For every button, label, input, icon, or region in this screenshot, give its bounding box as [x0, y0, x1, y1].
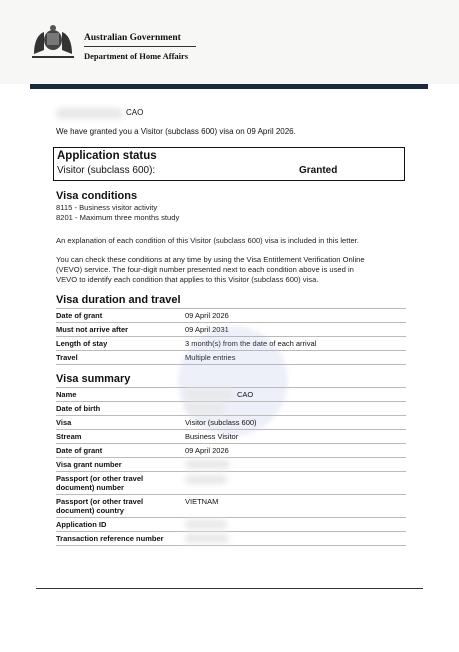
table-row — [56, 402, 406, 416]
vevo-text: (VEVO) service. The four-digit number presented next to each condition above is used in — [56, 265, 354, 274]
table-row — [56, 416, 406, 430]
visa-summary-title: Visa summary — [56, 373, 131, 385]
row-value: 09 April 2026 — [185, 311, 229, 320]
row-label-continued: document) country — [56, 506, 124, 515]
row-value: 09 April 2026 — [185, 446, 229, 455]
redacted-application-id — [185, 520, 227, 529]
redacted-addressee — [56, 108, 123, 119]
redacted-passport-number — [185, 475, 227, 484]
addressee-surname: CAO — [126, 108, 144, 117]
row-label: Visa — [56, 418, 72, 427]
row-label: Travel — [56, 353, 78, 362]
row-label: Must not arrive after — [56, 325, 129, 334]
table-row — [56, 458, 406, 472]
row-value: Visitor (subclass 600) — [185, 418, 257, 427]
status-value: Granted — [299, 165, 338, 176]
row-label-continued: document) number — [56, 483, 124, 492]
department-name: Department of Home Affairs — [84, 51, 189, 61]
letterhead-divider — [84, 46, 196, 47]
row-label: Passport (or other travel — [56, 497, 144, 506]
visa-conditions-title: Visa conditions — [56, 190, 138, 202]
condition-item: 8201 - Maximum three months study — [56, 213, 180, 222]
coat-of-arms-icon — [28, 24, 78, 60]
table-row — [56, 532, 406, 546]
row-value: 3 month(s) from the date of each arrival — [185, 339, 317, 348]
footer-divider — [36, 588, 423, 589]
row-label: Application ID — [56, 520, 107, 529]
grant-sentence: We have granted you a Visitor (subclass 600) visa on 09 April 2026. — [56, 127, 296, 136]
application-status-box — [53, 147, 405, 181]
table-row — [56, 444, 406, 458]
table-row — [56, 309, 406, 323]
visa-duration-title: Visa duration and travel — [56, 294, 181, 306]
vevo-text: VEVO to identify each condition that applies to this Visitor (subclass 600) visa. — [56, 275, 319, 284]
row-value: 09 April 2031 — [185, 325, 229, 334]
row-label: Visa grant number — [56, 460, 122, 469]
condition-item: 8115 - Business visitor activity — [56, 203, 158, 212]
redacted-name — [185, 390, 233, 399]
redacted-date-of-birth — [185, 404, 225, 413]
row-value: Business Visitor — [185, 432, 239, 441]
letterhead — [0, 0, 459, 84]
conditions-explanation: An explanation of each condition of this Visitor (subclass 600) visa is included in this letter. — [56, 236, 359, 245]
row-label: Stream — [56, 432, 82, 441]
row-label: Date of grant — [56, 311, 103, 320]
application-status-title: Application status — [57, 150, 157, 162]
row-value: VIETNAM — [185, 497, 219, 506]
row-value: Multiple entries — [185, 353, 236, 362]
row-label: Passport (or other travel — [56, 474, 144, 483]
row-label: Length of stay — [56, 339, 108, 348]
row-label: Date of grant — [56, 446, 103, 455]
name-surname: CAO — [237, 390, 254, 399]
table-row — [56, 430, 406, 444]
header-bar — [30, 84, 428, 89]
table-row — [56, 518, 406, 532]
redacted-transaction-reference — [185, 534, 229, 543]
vevo-text: You can check these conditions at any time by using the Visa Entitlement Verification Online — [56, 255, 365, 264]
status-visa-label: Visitor (subclass 600): — [57, 165, 156, 176]
summary-table — [56, 387, 406, 546]
table-row — [56, 472, 406, 495]
row-label: Name — [56, 390, 77, 399]
table-row — [56, 495, 406, 518]
row-label: Transaction reference number — [56, 534, 164, 543]
government-title: Australian Government — [84, 33, 181, 43]
table-row — [56, 388, 406, 402]
redacted-grant-number — [185, 460, 230, 469]
row-label: Date of birth — [56, 404, 101, 413]
